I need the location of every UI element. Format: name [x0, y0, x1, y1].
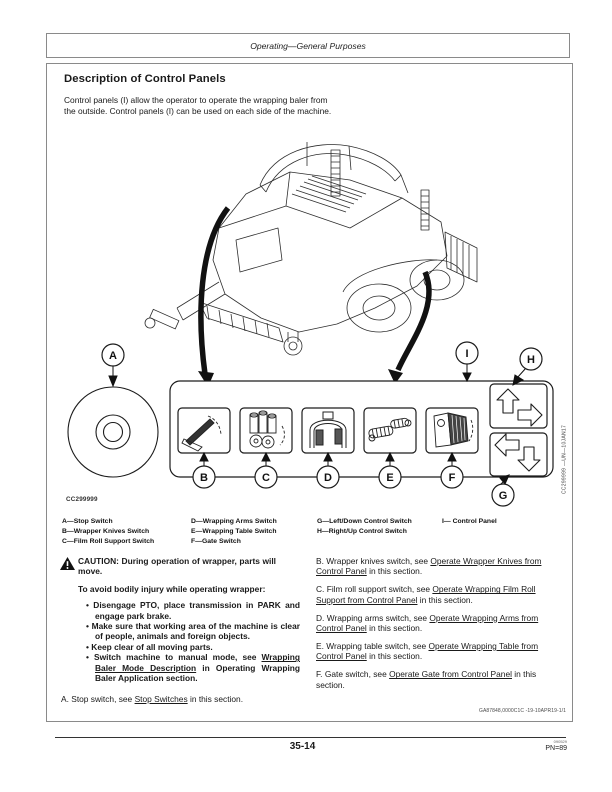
reference-b — [316, 556, 564, 577]
xref-link: Operate Wrapping Film Roll Support from Control Panel — [316, 584, 536, 605]
reference-text: in this section. — [316, 669, 537, 690]
baler-drawing — [145, 142, 477, 355]
caution-bullet — [86, 652, 300, 683]
bullet-marker: • — [86, 641, 89, 652]
caution-bullet — [86, 621, 300, 642]
bullet-marker: • — [86, 621, 89, 632]
caution-lead: To avoid bodily injury while operating wrapper: — [78, 583, 266, 594]
callout-e: E — [386, 472, 394, 484]
xref-link: Stop Switches — [134, 694, 188, 704]
callout-f: F — [448, 472, 456, 484]
callout-b: B — [200, 472, 208, 484]
reference-text: A. Stop switch, see — [61, 694, 135, 704]
reference-text: in this section. — [366, 651, 423, 662]
callout-h: H — [527, 354, 535, 366]
reference-e — [316, 641, 564, 662]
legend-item: A—Stop Switch — [62, 518, 113, 525]
legend-column-2 — [191, 517, 277, 547]
page-number: 35-14 — [289, 741, 316, 752]
figure-margin-code: CC299999 —UN—10JAN17 — [561, 424, 568, 495]
running-header — [46, 33, 570, 58]
caution-bullet-list — [86, 600, 300, 683]
reference-text: in this section. — [366, 623, 423, 634]
caution-bullet — [86, 642, 300, 652]
reference-column — [316, 556, 564, 698]
reference-f — [316, 669, 564, 690]
bullet-text: in Operating Wrapping Baler Application section. — [95, 662, 301, 684]
reference-text: in this section. — [187, 694, 244, 704]
figure-illustration — [47, 130, 570, 510]
stop-switch-drawing — [68, 387, 158, 477]
bullet-marker: • — [86, 600, 89, 611]
xref-link: Operate Wrapper Knives from Control Panel — [316, 556, 542, 577]
reference-text: C. Film roll support switch, see — [316, 584, 433, 595]
reference-text: D. Wrapping arms switch, see — [316, 612, 430, 623]
legend-item: G—Left/Down Control Switch — [317, 518, 412, 525]
legend-item: E—Wrapping Table Switch — [191, 528, 277, 535]
legend-item: D—Wrapping Arms Switch — [191, 518, 277, 525]
legend-column-3 — [317, 517, 412, 537]
figure-id: CC299999 — [66, 496, 98, 503]
reference-text: F. Gate switch, see — [316, 669, 390, 680]
running-header-text: Operating—General Purposes — [250, 40, 366, 51]
caution-block — [60, 556, 301, 684]
callout-i: I — [465, 348, 469, 360]
reference-a — [61, 694, 311, 704]
legend-item: I— Control Panel — [442, 518, 497, 525]
caution-bullet — [86, 600, 300, 621]
xref-link: Operate Wrapping Table from Control Panel — [316, 640, 539, 662]
section-title: Description of Control Panels — [64, 73, 226, 85]
reference-d — [316, 613, 564, 634]
bullet-text: Keep clear of all moving parts. — [91, 641, 213, 652]
control-panel-drawing — [170, 381, 553, 477]
xref-link: Operate Wrapping Arms from Control Panel — [316, 612, 539, 634]
reference-c — [316, 584, 564, 605]
legend-item: H—Right/Up Control Switch — [317, 528, 407, 535]
callout-g: G — [498, 490, 508, 502]
legend-item: F—Gate Switch — [191, 538, 241, 545]
caution-heading: CAUTION: During operation of wrapper, parts will move. — [78, 556, 276, 577]
xref-link: Wrapping Baler Mode Description — [95, 652, 300, 673]
footer-rule — [55, 737, 566, 738]
reference-text: in this section. — [366, 566, 423, 577]
legend-column-4 — [442, 517, 497, 527]
print-code: 090529 — [553, 739, 567, 744]
legend-item: C—Film Roll Support Switch — [62, 538, 155, 545]
callout-a: A — [109, 350, 117, 362]
intro-paragraph: Control panels (I) allow the operator to operate the wrapping baler from the outside. Control panels (I) can be used on each side of the machine. — [64, 95, 332, 116]
bullet-text: Switch machine to manual mode, see — [94, 652, 262, 663]
bullet-text: Make sure that working area of the machine is clear of people, animals and foreign objects. — [91, 621, 301, 642]
xref-link: Operate Gate from Control Panel — [389, 669, 512, 680]
doc-code: GA87848,0000C1C -19-10APR19-1/1 — [478, 708, 566, 714]
callout-c: C — [262, 472, 270, 484]
reference-text: in this section. — [417, 594, 473, 605]
reference-text: E. Wrapping table switch, see — [316, 640, 429, 651]
legend-column-1 — [62, 517, 154, 547]
warning-triangle-icon — [60, 557, 75, 570]
reference-text: B. Wrapper knives switch, see — [316, 556, 431, 566]
bullet-text: Disengage PTO, place transmission in PARK and engage park brake. — [93, 600, 300, 621]
pn-number: PN=89 — [545, 745, 567, 752]
legend-item: B—Wrapper Knives Switch — [62, 528, 150, 535]
bullet-marker: • — [86, 652, 89, 663]
callout-d: D — [324, 472, 332, 484]
